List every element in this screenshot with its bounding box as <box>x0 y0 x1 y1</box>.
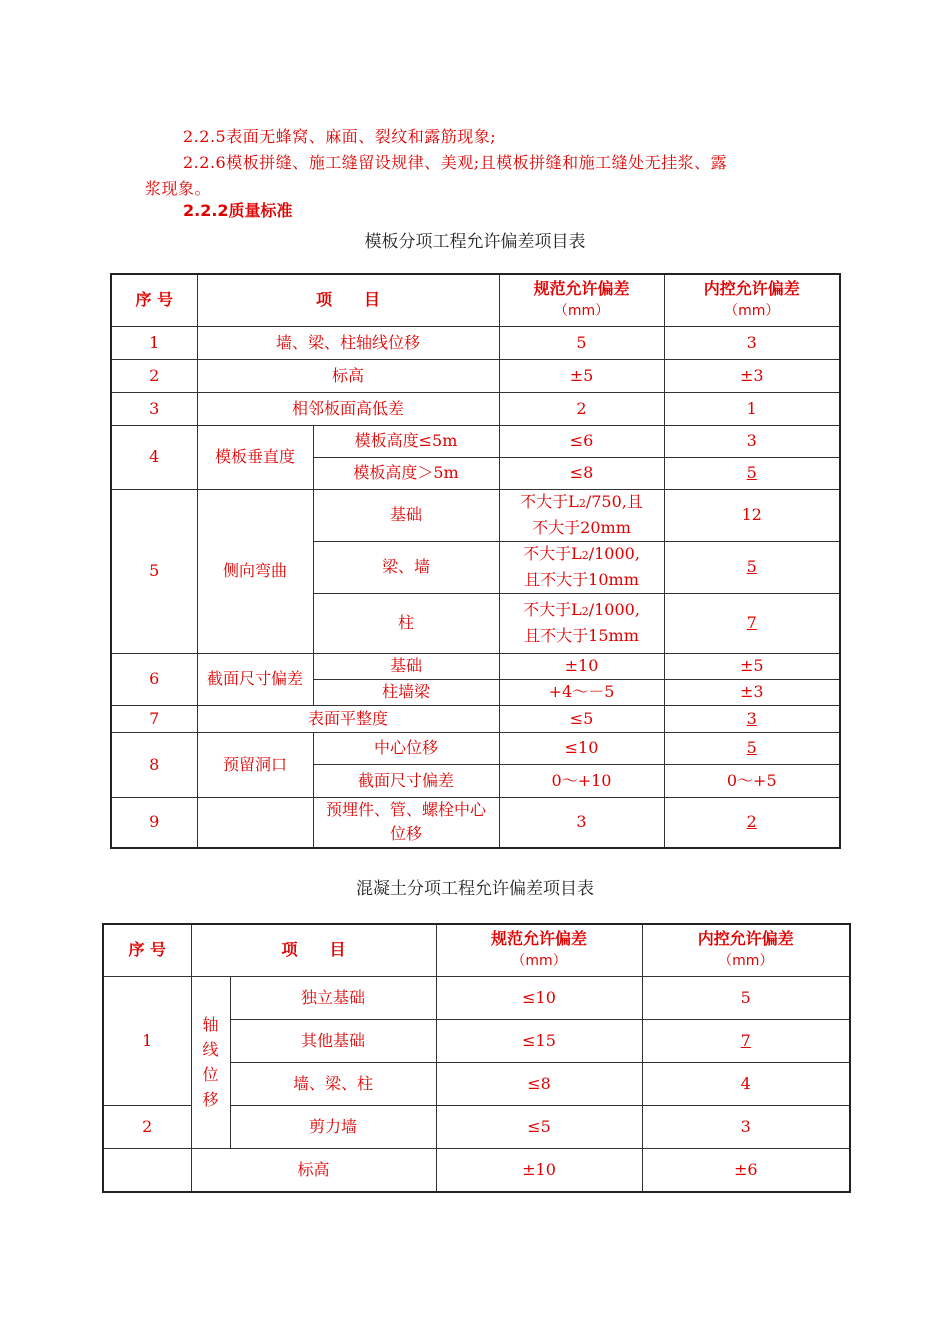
table-row: 5 侧向弯曲 基础 不大于L2/750,且 不大于20mm 12 <box>111 489 840 541</box>
header-internal: 内控允许偏差 （mm） <box>664 274 840 326</box>
table-row: 柱墙梁 +4～－5 ±3 <box>111 679 840 705</box>
header-item: 项 目 <box>197 274 499 326</box>
table1-caption: 模板分项工程允许偏差项目表 <box>364 232 586 252</box>
table-row: 3 相邻板面高低差 2 1 <box>111 392 840 425</box>
table-row: 7 表面平整度 ≤5 3 <box>111 705 840 732</box>
header-no: 序 号 <box>103 924 191 976</box>
section-heading-quality-standard: 2.2.2质量标准 <box>183 201 293 220</box>
header-spec: 规范允许偏差 （mm） <box>436 924 642 976</box>
table-row: 6 截面尺寸偏差 基础 ±10 ±5 <box>111 653 840 679</box>
table-row: 其他基础 ≤15 7 <box>103 1019 850 1062</box>
table-row: 9 预埋件、管、螺栓中心位移 3 2 <box>111 797 840 848</box>
header-internal: 内控允许偏差 （mm） <box>642 924 850 976</box>
header-spec: 规范允许偏差 （mm） <box>499 274 664 326</box>
table-row: 墙、梁、柱 ≤8 4 <box>103 1062 850 1105</box>
concrete-tolerance-table <box>102 923 851 1193</box>
formwork-tolerance-table <box>110 273 841 849</box>
table-row: 8 预留洞口 中心位移 ≤10 5 <box>111 732 840 764</box>
table-row: 2 剪力墙 ≤5 3 <box>103 1105 850 1148</box>
header-item: 项 目 <box>191 924 436 976</box>
header-no: 序 号 <box>111 274 197 326</box>
table-row: 梁、墙 不大于L2/1000, 且不大于10mm 5 <box>111 541 840 593</box>
table-row: 截面尺寸偏差 0～+10 0～+5 <box>111 764 840 797</box>
table-header-row <box>111 274 840 326</box>
table-row: 1 轴 线 位 移 独立基础 ≤10 5 <box>103 976 850 1019</box>
paragraph-2-2-5: 2.2.5表面无蜂窝、麻面、裂纹和露筋现象; <box>183 127 497 146</box>
table-row: 标高 ±10 ±6 <box>103 1148 850 1192</box>
table-row: 柱 不大于L2/1000, 且不大于15mm 7 <box>111 593 840 653</box>
table-row: 模板高度＞5m ≤8 5 <box>111 457 840 489</box>
table-row: 2 标高 ±5 ±3 <box>111 359 840 392</box>
axis-displacement-group: 轴 线 位 移 <box>191 976 230 1148</box>
table-row: 4 模板垂直度 模板高度≤5m ≤6 3 <box>111 425 840 457</box>
table-header-row <box>103 924 850 976</box>
table2-caption: 混凝土分项工程允许偏差项目表 <box>356 879 594 899</box>
table-row: 1 墙、梁、柱轴线位移 5 3 <box>111 326 840 359</box>
paragraph-2-2-6: 2.2.6模板拼缝、施工缝留设规律、美观;且模板拼缝和施工缝处无挂浆、露 浆现象。 <box>145 153 728 198</box>
